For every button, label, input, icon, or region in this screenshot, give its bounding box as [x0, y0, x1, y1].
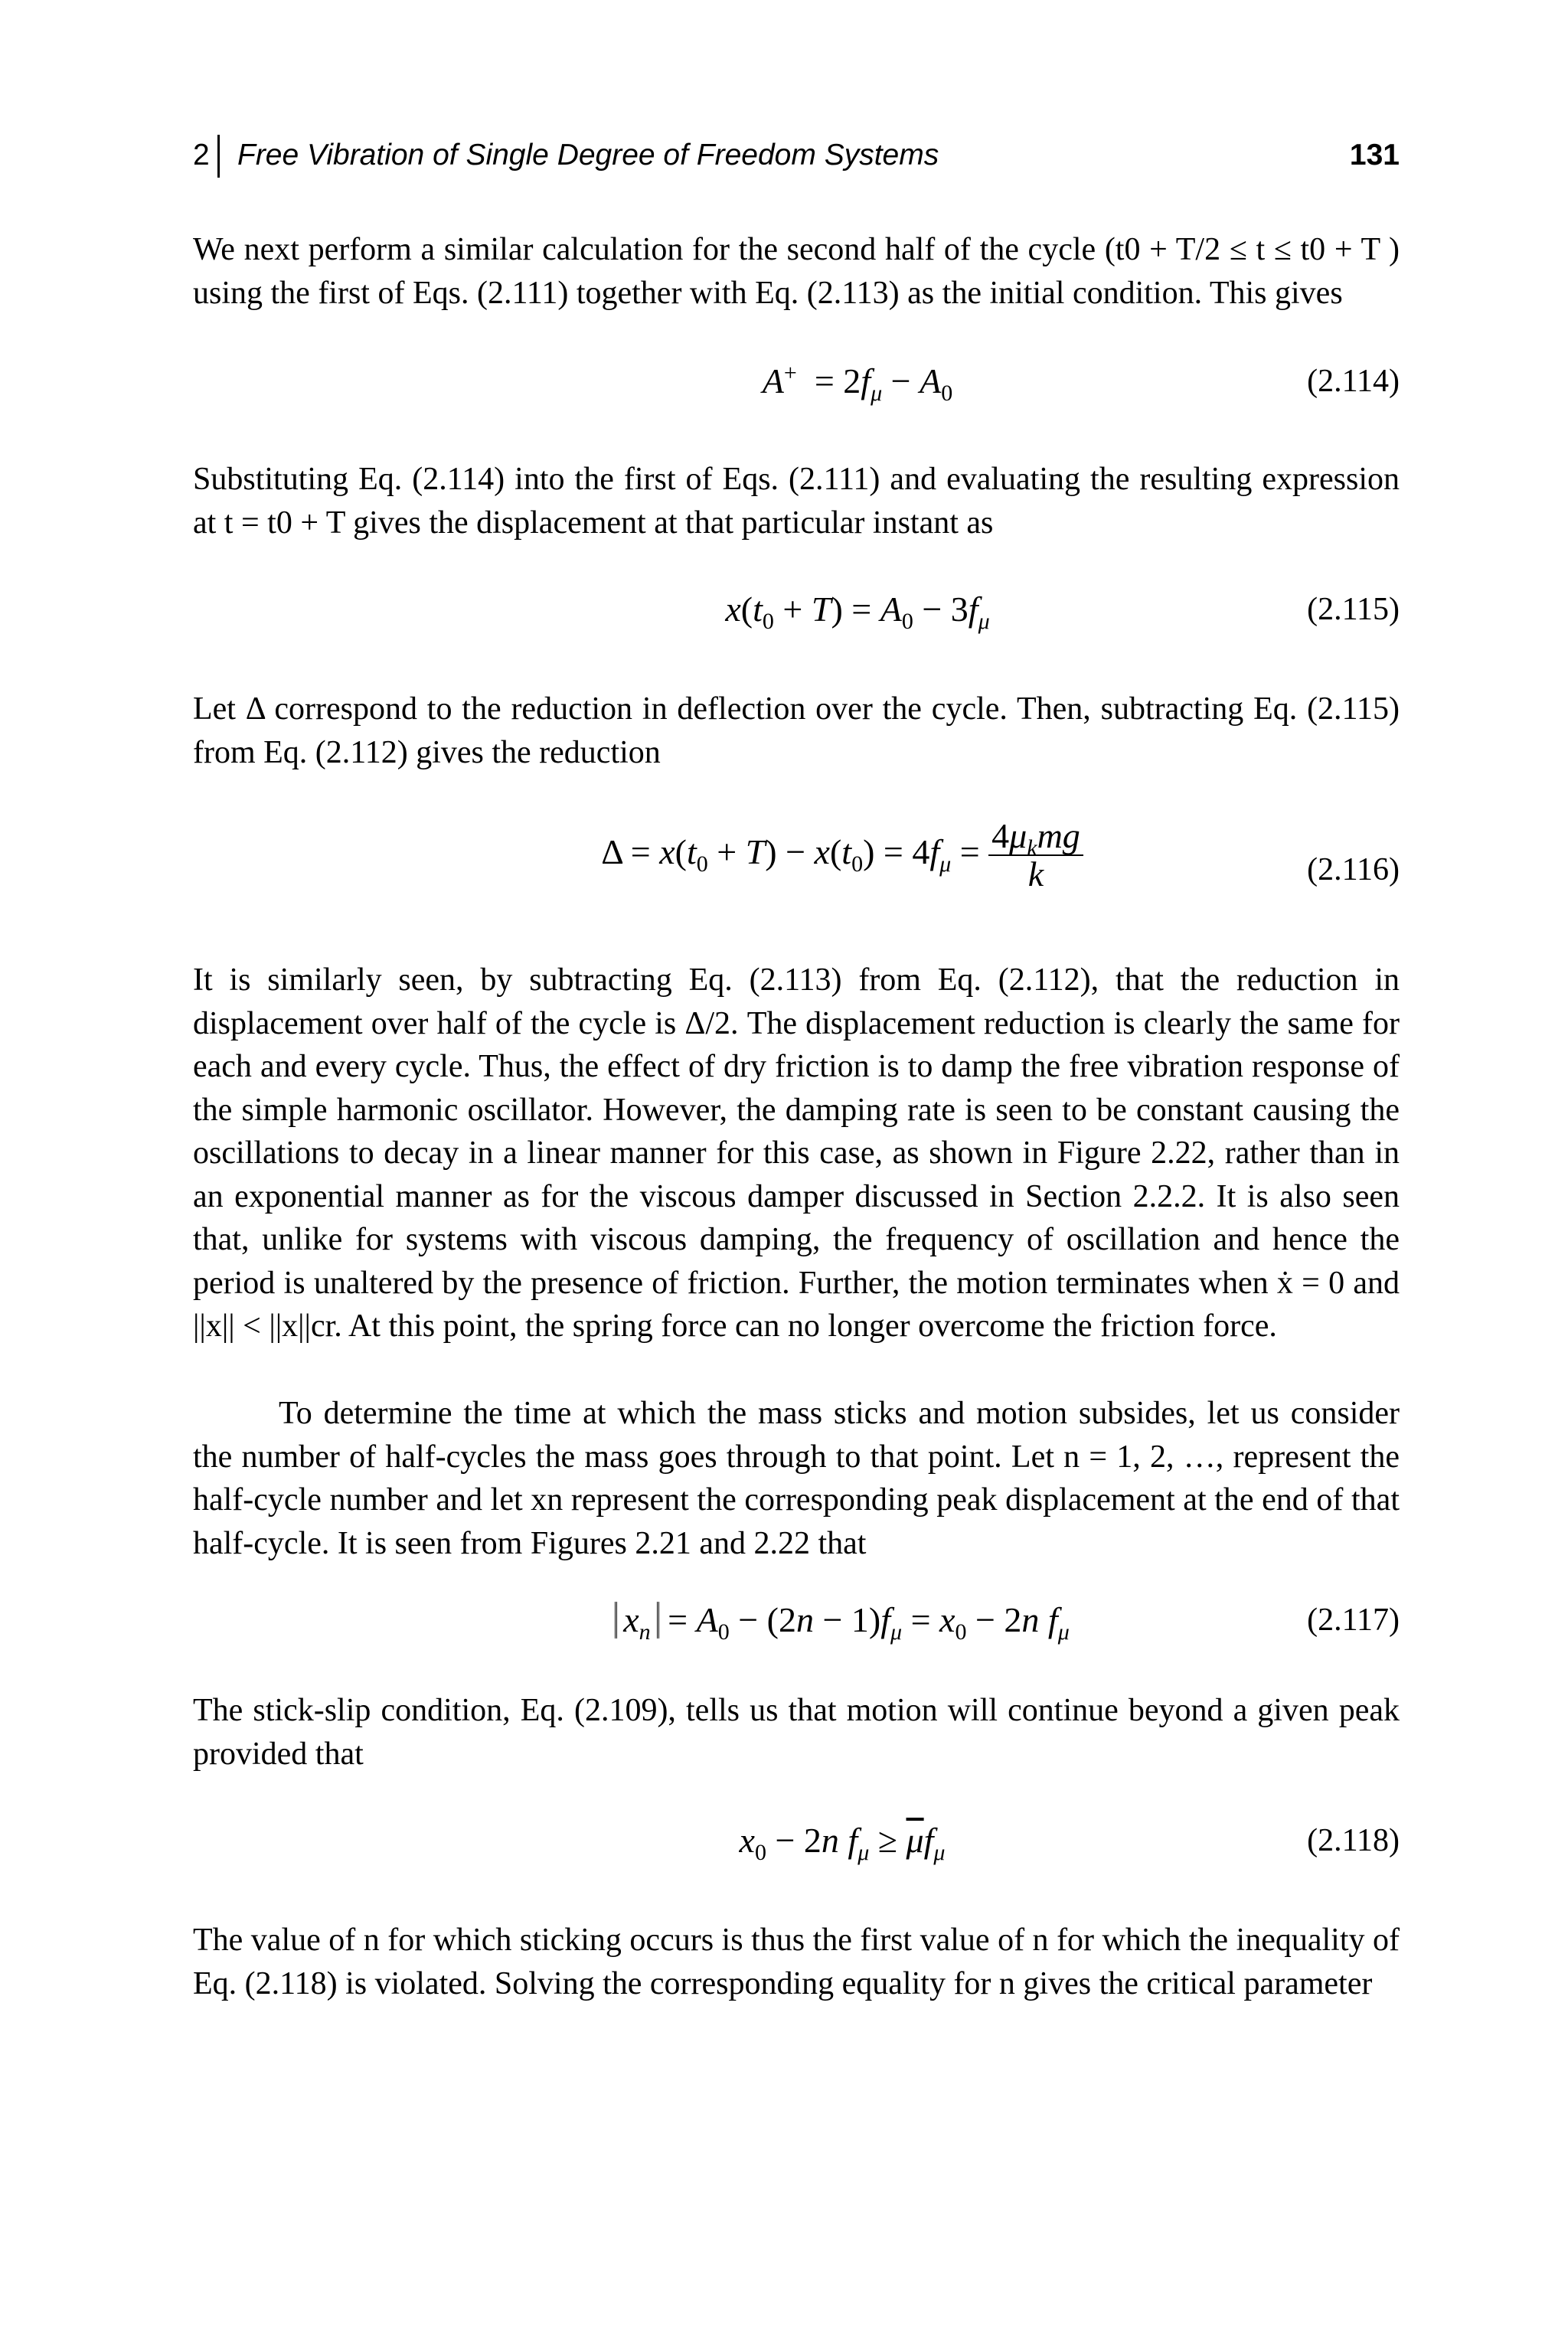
fraction: $\frac{4\mu_kmg}{k}$ — [988, 818, 1083, 894]
page-number: 131 — [1349, 139, 1400, 172]
equation-number: (2.118) — [1307, 1823, 1400, 1858]
equation-number: (2.116) — [1307, 852, 1400, 887]
equation-body: $x_n = A_0 - (2n - 1)f_\mu = x_0 - 2n$ $f_\mu$ — [193, 1599, 1446, 1642]
chapter-number: 2 — [193, 139, 210, 172]
chapter-title: Free Vibration of Single Degree of Freedom Systems — [237, 139, 939, 172]
header-divider — [217, 135, 220, 178]
equation-body: $x(t_0 + T) = A_0 - 3f_\mu$ — [725, 590, 990, 634]
equation-body: $x_0 - 2n$ $f_\mu \ge \overline{\mu}f_\mu$ — [739, 1821, 946, 1865]
equation-number: (2.117) — [1307, 1603, 1400, 1638]
paragraph-5: To determine the time at which the mass sticks and motion subsides, let us consider the number of half-cycles the mass goes through to that point. Let n = 1, 2, …, represent the half-cycle number and let xn represent the corresponding peak displacement at the end of that half-cycle. It is seen from Figures 2.21 and 2.22 that — [193, 1396, 1400, 1561]
paragraph-1: We next perform a similar calculation for the second half of the cycle (t0 + T/2 ≤ t ≤ t0 + T ) using the first of Eqs. (2.111) together with Eq. (2.113) as the initial condition. This gives — [193, 232, 1400, 311]
paragraph-2: Substituting Eq. (2.114) into the first of Eqs. (2.111) and evaluating the resulting expression at t = t0 + T gives the displacement at that particular instant as — [193, 462, 1400, 541]
paragraph-4: It is similarly seen, by subtracting Eq. (2.113) from Eq. (2.112), that the reduction in displacement over half of the cycle is Δ/2. The displacement reduction is clearly the same for each and every cycle. Thus, the effect of dry friction is to damp the free vibration response of the simple harmonic oscillator. However, the damping rate is seen to be constant causing the oscillations to decay in a linear manner for this case, as shown in Figure 2.22, rather than in an exponential manner as for the viscous damper discussed in Section 2.2.2. It is also seen that, unlike for systems with viscous damping, the frequency of oscillation and hence the period is unaltered by the presence of friction. Further, the motion terminates when ẋ = 0 and ||x|| < ||x||cr. At this point, the spring force can no longer overcome the friction force. — [193, 962, 1400, 1344]
running-header — [193, 136, 1400, 175]
equation-number: (2.114) — [1307, 364, 1400, 399]
paragraph-6: The stick-slip condition, Eq. (2.109), tells us that motion will continue beyond a given peak provided that — [193, 1693, 1400, 1772]
paragraph-7: The value of n for which sticking occurs is thus the first value of n for which the inequality of Eq. (2.118) is violated. Solving the corresponding equality for n gives the critical parameter — [193, 1923, 1400, 2001]
equation-number: (2.115) — [1307, 592, 1400, 627]
equation-body: $\Delta = x(t_0 + T) - x(t_0) = 4f_\mu$ = $\frac{4\mu_kmg}{k}$ — [193, 818, 1446, 894]
equation-body: $A^+ = 2f_\mu - A_0$ — [762, 360, 953, 406]
paragraph-3: Let Δ correspond to the reduction in deflection over the cycle. Then, subtracting Eq. (2.115) from Eq. (2.112) gives the reduction — [193, 691, 1400, 770]
